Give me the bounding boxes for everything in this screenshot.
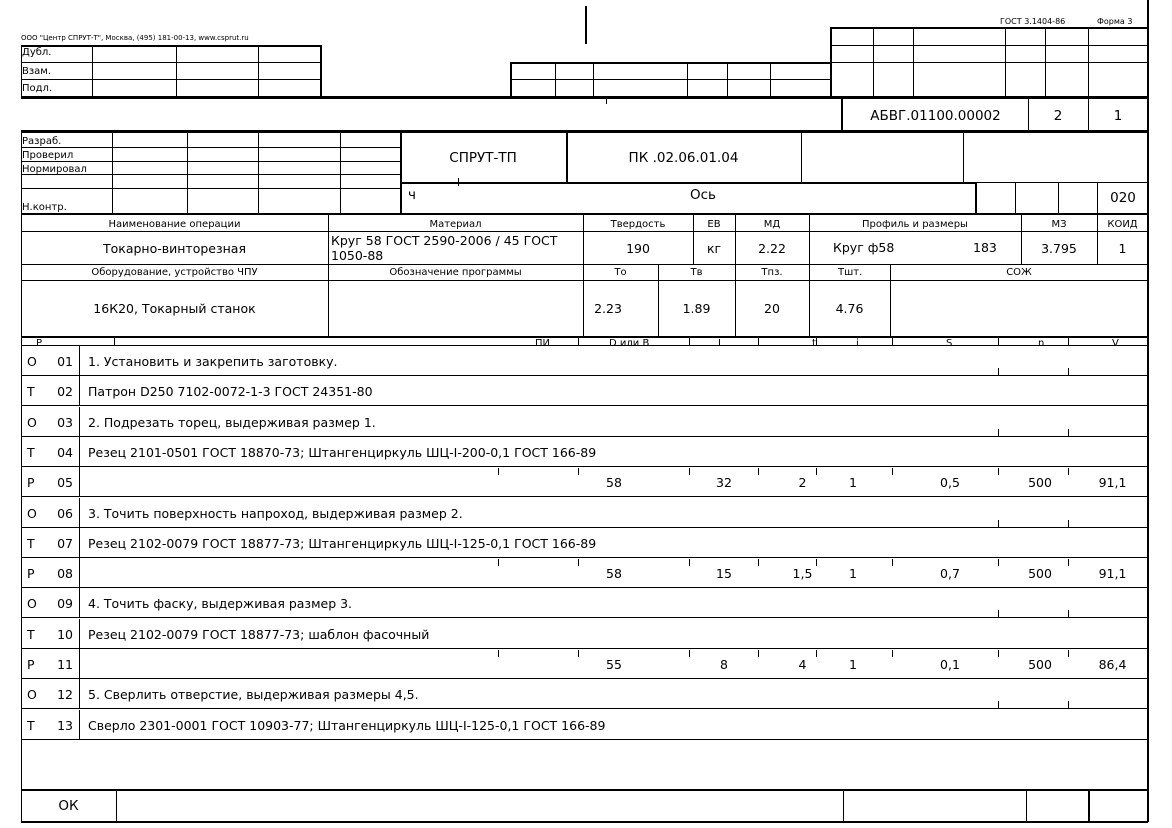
- row-value-t: 2: [798, 474, 807, 490]
- hdr-tpz: Тпз.: [761, 266, 783, 278]
- row-value-s: 0,7: [940, 565, 960, 581]
- row-number: 01: [57, 353, 73, 369]
- row-value-d: 58: [606, 565, 622, 581]
- operation-number: 020: [1110, 190, 1136, 206]
- row-type: О: [27, 686, 37, 702]
- hdr-op-name: Наименование операции: [108, 218, 241, 230]
- vzam-label: Взам.: [22, 66, 52, 77]
- col-p: Р: [36, 338, 43, 349]
- row-text: 4. Точить фаску, выдерживая размер 3.: [88, 595, 353, 611]
- row-type: О: [27, 595, 37, 611]
- row-code: [21, 710, 79, 740]
- podl-label: Подл.: [22, 83, 53, 94]
- row-number: 11: [57, 656, 73, 672]
- footer-ok-label: ОК: [58, 798, 79, 814]
- row-value-d: 58: [606, 474, 622, 490]
- row-number: 08: [57, 565, 73, 581]
- row-value-v: 86,4: [1098, 656, 1127, 672]
- val-profile-len: 183: [973, 240, 997, 255]
- row-type: О: [27, 353, 37, 369]
- col-i: i: [856, 338, 859, 349]
- hdr-ev: ЕВ: [707, 218, 721, 230]
- hdr-koid: КОИД: [1107, 218, 1138, 230]
- row-type: Т: [27, 383, 35, 399]
- hdr-equipment: Оборудование, устройство ЧПУ: [91, 266, 258, 278]
- row-code: [21, 528, 79, 558]
- row-value-i: 1: [849, 565, 857, 581]
- row-text: Сверло 2301-0001 ГОСТ 10903-77; Штангенциркуль ШЦ-I-125-0,1 ГОСТ 166-89: [88, 717, 606, 733]
- row-value-i: 1: [849, 656, 857, 672]
- col-s: S: [946, 338, 953, 349]
- col-v: V: [1112, 338, 1119, 349]
- form-label: Форма 3: [1097, 17, 1133, 26]
- row-type: Р: [27, 474, 35, 490]
- row-type: О: [27, 505, 37, 521]
- company-info: ООО "Центр СПРУТ-Т", Москва, (495) 181-00-13, www.csprut.ru: [21, 34, 249, 42]
- row-number: 07: [57, 535, 73, 551]
- col-d: D или В: [609, 338, 650, 349]
- val-material-1: Круг 58 ГОСТ 2590-2006 / 45 ГОСТ: [331, 233, 558, 248]
- row-number: 05: [57, 474, 73, 490]
- col-t: t: [812, 338, 816, 349]
- val-mz: 3.795: [1041, 240, 1077, 256]
- row-value-s: 0,5: [940, 474, 960, 490]
- val-op-name: Токарно-винторезная: [103, 240, 246, 256]
- row-number: 09: [57, 595, 73, 611]
- val-tsht: 4.76: [835, 300, 864, 316]
- row-number: 10: [57, 626, 73, 642]
- row-text: Патрон D250 7102-0072-1-3 ГОСТ 24351-80: [88, 383, 373, 399]
- hdr-hardness: Твердость: [610, 218, 666, 230]
- signer-proveril: Проверил: [22, 150, 74, 161]
- val-tpz: 20: [764, 300, 780, 316]
- detail-letter: ч: [408, 187, 416, 203]
- row-number: 02: [57, 383, 73, 399]
- row-code: [21, 619, 79, 649]
- row-type: Т: [27, 717, 35, 733]
- row-code: [21, 437, 79, 467]
- val-material-2: 1050-88: [331, 248, 384, 263]
- gost-label: ГОСТ 3.1404-86: [1000, 17, 1066, 26]
- row-text: 3. Точить поверхность напроход, выдерживая размер 2.: [88, 505, 463, 521]
- row-type: Р: [27, 565, 35, 581]
- row-value-n: 500: [1028, 656, 1052, 672]
- row-code: [21, 467, 79, 497]
- detail-name: Ось: [690, 187, 717, 203]
- col-n: n: [1038, 338, 1045, 349]
- row-value-v: 91,1: [1098, 565, 1127, 581]
- hdr-program: Обозначение программы: [389, 266, 522, 278]
- row-code: [21, 649, 79, 679]
- document-number: ПК .02.06.01.04: [628, 150, 739, 166]
- doc-code: АБВГ.01100.00002: [870, 108, 1001, 124]
- col-pi: ПИ: [535, 338, 550, 349]
- row-code: [21, 558, 79, 588]
- row-number: 04: [57, 444, 73, 460]
- hdr-mz: МЗ: [1051, 218, 1067, 230]
- sheets-total: 2: [1053, 108, 1063, 124]
- hdr-material: Материал: [429, 218, 482, 230]
- row-value-l: 32: [716, 474, 732, 490]
- hdr-tsht: Тшт.: [838, 267, 863, 278]
- val-tv: 1.89: [682, 300, 711, 316]
- hdr-soj: СОЖ: [1006, 266, 1032, 278]
- row-number: 03: [57, 414, 73, 430]
- hdr-md: МД: [763, 218, 781, 230]
- row-type: Р: [27, 656, 35, 672]
- row-value-d: 55: [606, 656, 622, 672]
- row-text: 2. Подрезать торец, выдерживая размер 1.: [88, 414, 376, 430]
- val-equipment: 16К20, Токарный станок: [93, 300, 256, 316]
- dubl-label: Дубл.: [22, 47, 52, 58]
- row-number: 13: [57, 717, 73, 733]
- row-text: Резец 2101-0501 ГОСТ 18870-73; Штангенциркуль ШЦ-I-200-0,1 ГОСТ 166-89: [88, 444, 597, 460]
- row-number: 12: [57, 686, 73, 702]
- row-number: 06: [57, 505, 73, 521]
- row-value-v: 91,1: [1098, 474, 1127, 490]
- row-code: [21, 588, 79, 618]
- row-type: Т: [27, 444, 35, 460]
- row-value-l: 15: [716, 565, 732, 581]
- hdr-profile: Профиль и размеры: [862, 218, 968, 230]
- sheet-number: 1: [1113, 108, 1123, 124]
- row-text: 5. Сверлить отверстие, выдерживая размеры 4,5.: [88, 686, 419, 702]
- row-type: О: [27, 414, 37, 430]
- row-type: Т: [27, 535, 35, 551]
- row-text: Резец 2102-0079 ГОСТ 18877-73; шаблон фасочный: [88, 626, 430, 642]
- val-koid: 1: [1118, 240, 1127, 256]
- row-code: [21, 376, 79, 406]
- signer-razrab: Разраб.: [22, 136, 62, 147]
- row-text: 1. Установить и закрепить заготовку.: [88, 353, 338, 369]
- signer-normiroval: Нормировал: [22, 164, 87, 175]
- row-type: Т: [27, 626, 35, 642]
- row-value-t: 1,5: [792, 565, 813, 581]
- row-value-i: 1: [849, 474, 857, 490]
- row-code: [21, 679, 79, 709]
- val-to: 2.23: [594, 300, 622, 316]
- val-profile: Круг ф58: [833, 240, 895, 255]
- val-ev: кг: [706, 240, 722, 256]
- row-code: [21, 346, 79, 376]
- hdr-tv: Тв: [690, 266, 703, 278]
- row-value-n: 500: [1028, 474, 1052, 490]
- system-name: СПРУТ-ТП: [449, 150, 517, 166]
- row-value-s: 0,1: [940, 656, 960, 672]
- row-value-n: 500: [1028, 565, 1052, 581]
- row-value-l: 8: [720, 656, 728, 672]
- col-l: L: [718, 338, 724, 349]
- row-text: Резец 2102-0079 ГОСТ 18877-73; Штангенциркуль ШЦ-I-125-0,1 ГОСТ 166-89: [88, 535, 597, 551]
- val-hardness: 190: [626, 240, 650, 256]
- hdr-to: То: [614, 266, 627, 278]
- signer-nkontr: Н.контр.: [22, 202, 67, 213]
- val-md: 2.22: [758, 240, 786, 256]
- row-code: [21, 498, 79, 528]
- row-code: [21, 407, 79, 437]
- row-value-t: 4: [798, 656, 807, 672]
